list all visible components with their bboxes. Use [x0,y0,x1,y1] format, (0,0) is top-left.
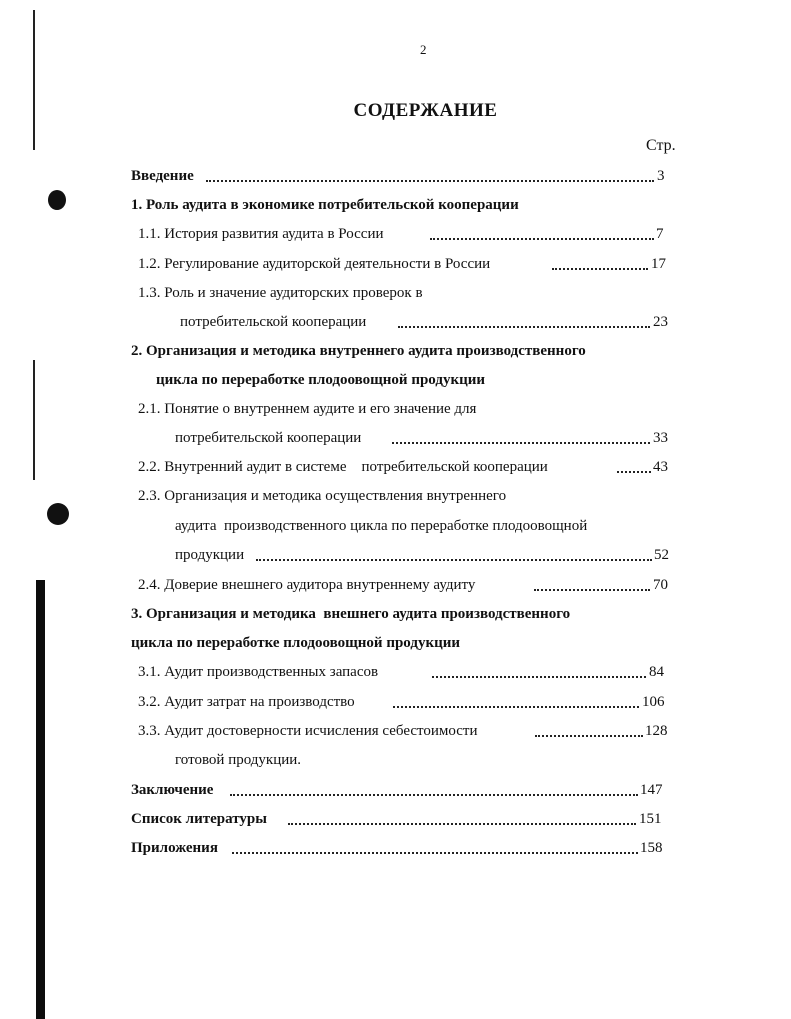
scan-margin-line [33,10,35,150]
toc-section-3-3-page: 128 [645,723,668,739]
page-number: 2 [420,42,427,57]
toc-section-2-1-cont: потребительской кооперации [175,430,362,446]
toc-section-1-2-page: 17 [651,256,666,272]
toc-section-2-1-page: 33 [653,430,668,446]
punch-hole-mark [48,190,66,210]
page-title: СОДЕРЖАНИЕ [353,100,498,121]
toc-chapter-3: 3. Организация и методика внешнего аудита производственного [131,606,571,622]
toc-section-2-4: 2.4. Доверие внешнего аудитора внутреннему аудиту [138,577,476,593]
leader-dots [534,589,650,591]
scan-binding-edge [36,580,45,1019]
toc-section-2-3: 2.3. Организация и методика осуществления внутреннего [138,488,507,504]
toc-conclusion-page: 147 [640,782,663,798]
page-column-label: Стр. [646,137,676,154]
toc-section-3-1-page: 84 [649,664,664,680]
toc-section-1-1-page: 7 [656,226,664,242]
leader-dots [232,852,638,854]
toc-section-2-1: 2.1. Понятие о внутреннем аудите и его значение для [138,401,477,417]
leader-dots [535,735,643,737]
toc-section-3-1: 3.1. Аудит производственных запасов [138,664,379,680]
toc-appendices-page: 158 [640,840,663,856]
toc-section-2-2: 2.2. Внутренний аудит в системе потребительской кооперации [138,459,548,475]
toc-section-1-2: 1.2. Регулирование аудиторской деятельности в России [138,256,491,272]
toc-section-2-3-cont: аудита производственного цикла по переработке плодоовощной [175,518,588,534]
leader-dots [393,706,639,708]
toc-section-2-3-page: 52 [654,547,669,563]
leader-dots [552,268,648,270]
toc-chapter-2: 2. Организация и методика внутреннего аудита производственного [131,343,586,359]
leader-dots [392,442,650,444]
leader-dots [432,676,646,678]
toc-references: Список литературы [131,811,267,827]
toc-chapter-3-cont: цикла по переработке плодоовощной продукции [131,635,461,651]
toc-section-3-3-cont: готовой продукции. [175,752,302,768]
leader-dots [206,180,654,182]
toc-conclusion: Заключение [131,782,214,798]
toc-section-1-1: 1.1. История развития аудита в России [138,226,384,242]
toc-section-1-3: 1.3. Роль и значение аудиторских проверок в [138,285,423,301]
leader-dots [617,471,651,473]
toc-section-3-3: 3.3. Аудит достоверности исчисления себестоимости [138,723,478,739]
toc-section-2-4-page: 70 [653,577,668,593]
toc-chapter-1: 1. Роль аудита в экономике потребительской кооперации [131,197,519,213]
leader-dots [398,326,650,328]
leader-dots [288,823,636,825]
toc-chapter-2-cont: цикла по переработке плодоовощной продукции [156,372,486,388]
leader-dots [430,238,654,240]
leader-dots [230,794,638,796]
toc-section-2-2-page: 43 [653,459,668,475]
toc-appendices: Приложения [131,840,218,856]
toc-intro-page: 3 [657,168,665,184]
punch-hole-mark [47,503,69,525]
scan-margin-line [33,360,35,480]
leader-dots [256,559,652,561]
toc-references-page: 151 [639,811,662,827]
toc-section-3-2-page: 106 [642,694,665,710]
toc-section-3-2: 3.2. Аудит затрат на производство [138,694,355,710]
toc-section-2-3-cont: продукции [175,547,245,563]
toc-section-1-3-page: 23 [653,314,668,330]
toc-intro: Введение [131,168,194,184]
toc-section-1-3-cont: потребительской кооперации [180,314,367,330]
